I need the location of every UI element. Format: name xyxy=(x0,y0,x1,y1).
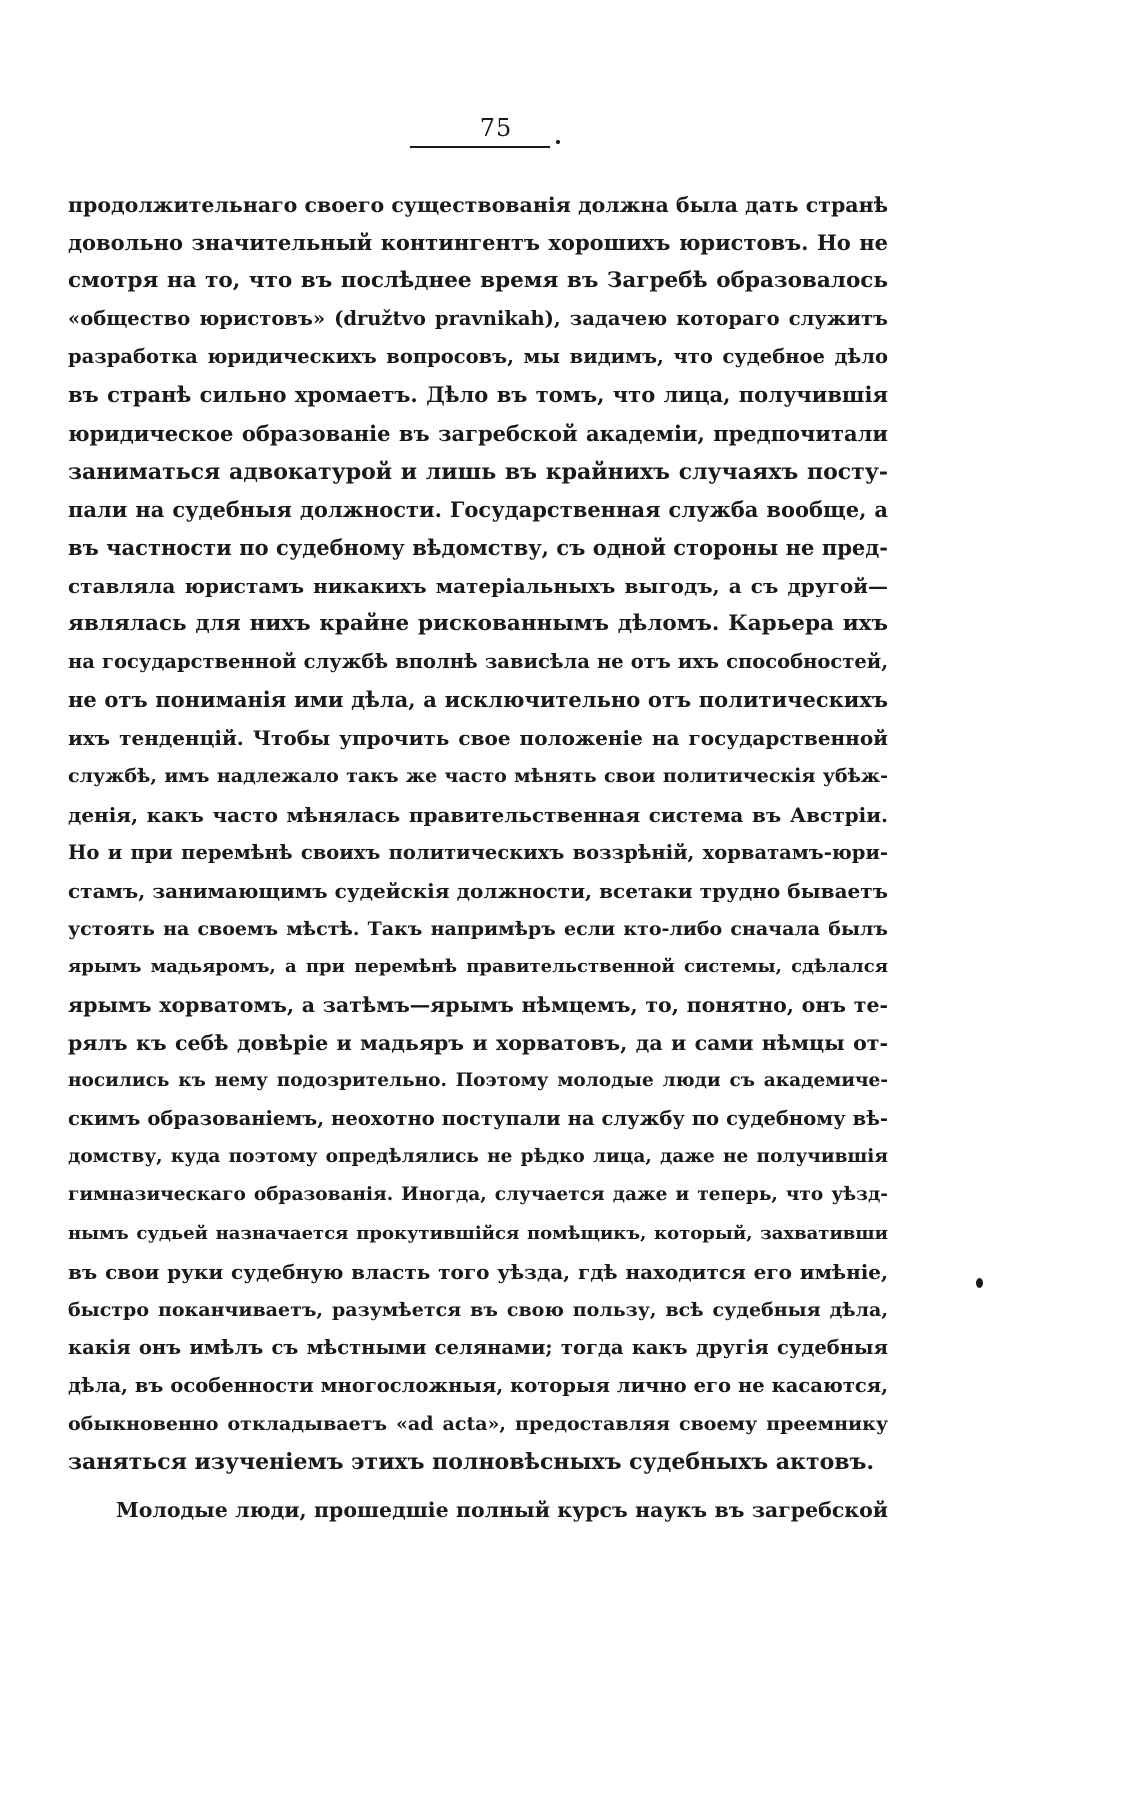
text-line: домству, куда поэтому опредѣлялись не рѣдко лица, даже не получившія xyxy=(68,1146,888,1168)
text-line: въ странѣ сильно хромаетъ. Дѣло въ томъ, что лица, получившія xyxy=(68,382,888,408)
rule-dot xyxy=(556,140,560,144)
paragraph-1 xyxy=(68,186,888,1481)
text-line: нымъ судьей назначается прокутившійся помѣщикъ, который, захвативши xyxy=(68,1222,888,1244)
text-line: скимъ образованіемъ, неохотно поступали на службу по судебному вѣ- xyxy=(68,1107,888,1131)
text-line: продолжительнаго своего существованія должна была дать странѣ xyxy=(68,193,888,217)
text-line: Молодые люди, прошедшіе полный курсъ наукъ въ загребской xyxy=(116,1498,888,1523)
text-line: заняться изученіемъ этихъ полновѣсныхъ судебныхъ актовъ. xyxy=(68,1449,875,1476)
text-line: рялъ къ себѣ довѣріе и мадьяръ и хорватовъ, да и сами нѣмцы от- xyxy=(68,1031,888,1056)
text-line: пали на судебныя должности. Государственная служба вообще, а xyxy=(68,496,888,522)
text-line: обыкновенно откладываетъ «ad acta», предоставляя своему преемнику xyxy=(68,1413,888,1435)
body-text xyxy=(68,186,888,1529)
text-line: дѣла, въ особенности многосложныя, которыя лично его не касаются, xyxy=(68,1373,888,1397)
text-line: устоять на своемъ мѣстѣ. Такъ напримѣръ если кто-либо сначала былъ xyxy=(68,917,888,940)
text-line: быстро поканчиваетъ, разумѣется въ свою пользу, всѣ судебныя дѣла, xyxy=(68,1298,888,1321)
text-line: юридическое образованіе въ загребской академіи, предпочитали xyxy=(68,420,888,446)
text-line: Но и при перемѣнѣ своихъ политическихъ воззрѣній, хорватамъ-юри- xyxy=(68,840,888,864)
text-line: въ частности по судебному вѣдомству, съ одной стороны не пред- xyxy=(68,534,888,560)
text-line: довольно значительный контингентъ хорошихъ юристовъ. Но не xyxy=(68,230,888,256)
text-line: стамъ, занимающимъ судейскія должности, всетаки трудно бываетъ xyxy=(68,878,888,903)
page-number-rule xyxy=(410,146,550,148)
text-line: ярымъ хорватомъ, а затѣмъ—ярымъ нѣмцемъ, то, понятно, онъ те- xyxy=(68,992,888,1017)
text-line: заниматься адвокатурой и лишь въ крайнихъ случаяхъ посту- xyxy=(68,458,888,485)
text-line: ярымъ мадьяромъ, а при перемѣнѣ правительственной системы, сдѣлался xyxy=(68,955,888,977)
text-line: денія, какъ часто мѣнялась правительственная система въ Австріи. xyxy=(68,802,888,827)
text-line: смотря на то, что въ послѣднее время въ Загребѣ образовалось xyxy=(68,268,888,294)
text-line: разработка юридическихъ вопросовъ, мы видимъ, что судебное дѣло xyxy=(68,345,888,369)
text-line: на государственной службѣ вполнѣ зависѣла не отъ ихъ способностей, xyxy=(68,650,888,674)
text-line: «общество юристовъ» (družtvo pravnikah), задачею котораго служитъ xyxy=(68,307,888,331)
paragraph-2 xyxy=(68,1491,888,1529)
text-line: носились къ нему подозрительно. Поэтому молодые люди съ академиче- xyxy=(68,1070,888,1092)
text-line: ставляла юристамъ никакихъ матеріальныхъ выгодъ, а съ другой— xyxy=(68,573,888,598)
paragraph-gap xyxy=(68,1481,888,1491)
text-line: ихъ тенденцій. Чтобы упрочить свое положеніе на государственной xyxy=(68,726,888,751)
text-line: какія онъ имѣлъ съ мѣстными селянами; тогда какъ другія судебныя xyxy=(68,1335,888,1359)
text-line: являлась для нихъ крайне рискованнымъ дѣломъ. Карьера ихъ xyxy=(68,611,888,637)
text-line: въ свои руки судебную власть того уѣзда, гдѣ находится его имѣніе, xyxy=(68,1259,888,1284)
margin-ink-mark xyxy=(976,1278,983,1288)
text-line: службѣ, имъ надлежало такъ же часто мѣнять свои политическія убѣж- xyxy=(68,765,888,788)
text-line: гимназическаго образованія. Иногда, случается даже и теперь, что уѣзд- xyxy=(68,1184,888,1206)
text-line: не отъ пониманія ими дѣла, а исключительно отъ политическихъ xyxy=(68,687,888,713)
page-number: 75 xyxy=(479,114,513,142)
